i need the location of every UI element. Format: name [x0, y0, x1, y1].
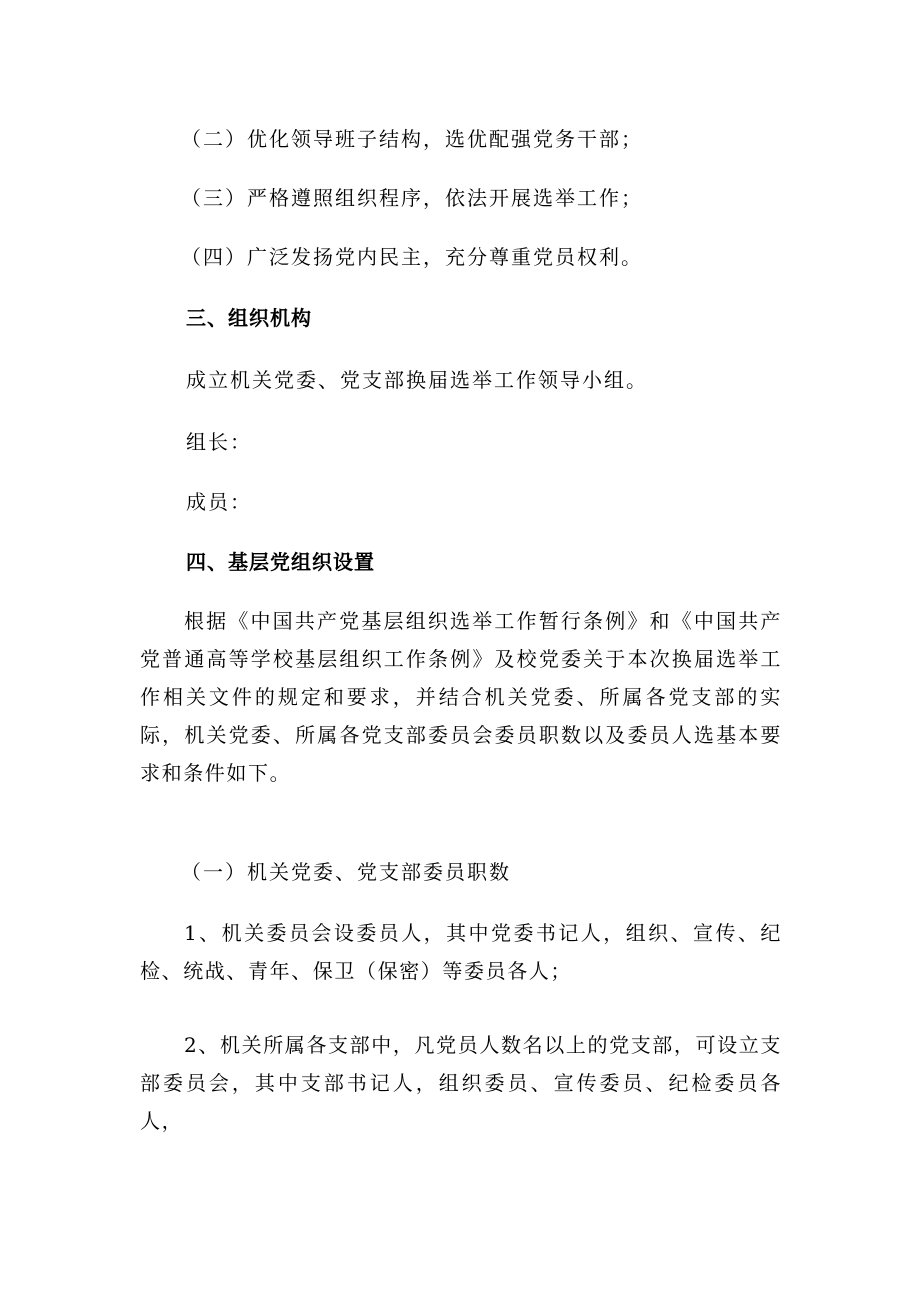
section-heading-organization: 三、组织机构 — [186, 306, 312, 330]
list-item-optimize-leadership: （二）优化领导班子结构，选优配强党务干部； — [181, 127, 643, 151]
label-leader: 组长： — [186, 430, 252, 454]
label-members: 成员： — [186, 490, 252, 514]
paragraph-org-setup: 成立机关党委、党支部换届选举工作领导小组。 — [186, 368, 648, 392]
list-item-promote-democracy: （四）广泛发扬党内民主，充分尊重党员权利。 — [181, 245, 643, 269]
paragraph-basis: 根据《中国共产党基层组织选举工作暂行条例》和《中国共产党普通高等学校基层组织工作条例》及校党委关于本次换届选举工作相关文件的规定和要求，并结合机关党委、所属各党支部的实际，机关党委、所属各党支部委员会委员职数以及委员人选基本要求和条件如下。 — [140, 609, 782, 785]
paragraph-branch-composition: 2、机关所属各支部中，凡党员人数名以上的党支部，可设立支部委员会，其中支部书记人，组织委员、宣传委员、纪检委员各人， — [140, 1033, 782, 1133]
subheading-member-count: （一）机关党委、党支部委员职数 — [181, 860, 511, 884]
list-item-follow-procedure: （三）严格遵照组织程序，依法开展选举工作； — [181, 186, 643, 210]
paragraph-committee-composition: 1、机关委员会设委员人，其中党委书记人，组织、宣传、纪检、统战、青年、保卫（保密）等委员各人； — [140, 921, 782, 983]
section-heading-grassroots: 四、基层党组织设置 — [186, 550, 375, 574]
